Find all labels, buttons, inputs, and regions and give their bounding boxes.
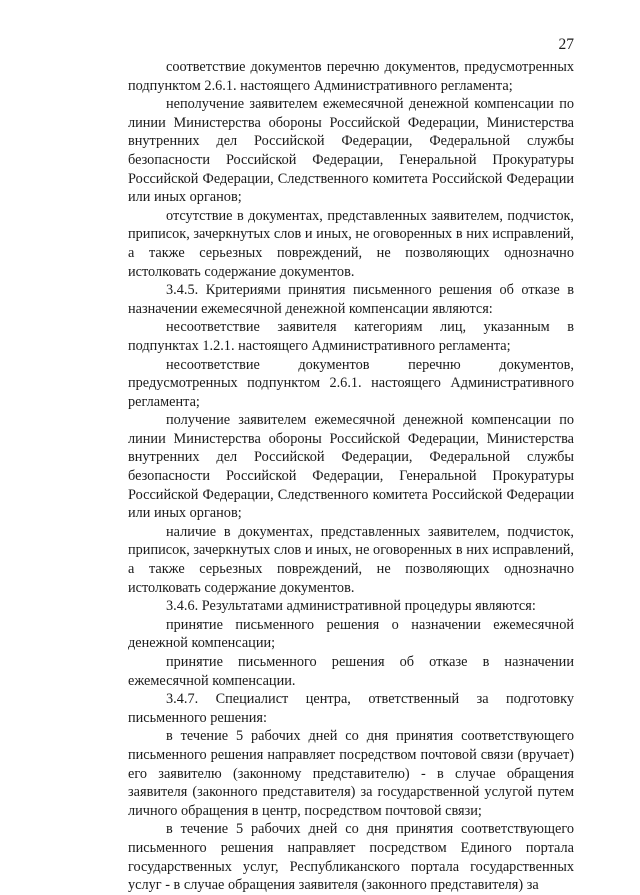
paragraph-10: принятие письменного решения о назначении ежемесячной денежной компенсации;	[128, 616, 574, 652]
document-body	[128, 58, 574, 895]
paragraph-9: 3.4.6. Результатами административной процедуры являются:	[166, 598, 536, 615]
paragraph-13: в течение 5 рабочих дней со дня принятия соответствующего письменного решения направляет посредством почтовой связи (вручает) его заявителю (законному представителю) - в случае обращения заявителя (законного представителя) за государственной услугой путем личного обращения в центр, посредством почтовой связи;	[128, 728, 574, 819]
paragraph-5: несоответствие заявителя категориям лиц, указанным в подпунктах 1.2.1. настоящего Административного регламента;	[128, 319, 574, 354]
paragraph-1: соответствие документов перечню документов, предусмотренных подпунктом 2.6.1. настоящего Административного регламента;	[128, 59, 574, 94]
paragraph-6: несоответствие документов перечню документов, предусмотренных подпунктом 2.6.1. настоящего Административного регламента;	[128, 356, 574, 410]
paragraph-2: неполучение заявителем ежемесячной денежной компенсации по линии Министерства обороны Российской Федерации, Министерства внутренних дел Российской Федерации, Федеральной службы безопасности Российской Федерации, Генеральной Прокуратуры Российской Федерации, Следственного комитета Российской Федерации или иных органов;	[128, 96, 574, 206]
paragraph-3: отсутствие в документах, представленных заявителем, подчисток, приписок, зачеркнутых слов и иных, не оговоренных в них исправлений, а также серьезных повреждений, не позволяющих однозначно истолковать содержание документов.	[128, 207, 574, 280]
paragraph-14: в течение 5 рабочих дней со дня принятия соответствующего письменного решения направляет посредством Единого портала государственных услуг, Республиканского портала государственных услуг - в случае обращения заявителя (законного представителя) за	[128, 821, 574, 894]
paragraph-8: наличие в документах, представленных заявителем, подчисток, приписок, зачеркнутых слов и иных, не оговоренных в них исправлений, а также серьезных повреждений, не позволяющих однозначно истолковать содержание документов.	[128, 523, 574, 596]
paragraph-4: 3.4.5. Критериями принятия письменного решения об отказе в назначении ежемесячной денежной компенсации являются:	[128, 282, 574, 317]
page-number: 27	[558, 36, 574, 53]
paragraph-11: принятие письменного решения об отказе в назначении ежемесячной компенсации.	[128, 654, 574, 689]
paragraph-7: получение заявителем ежемесячной денежной компенсации по линии Министерства обороны Российской Федерации, Министерства внутренних дел Российской Федерации, Федеральной службы безопасности Российской Федерации, Генеральной Прокуратуры Российской Федерации, Следственного комитета Российской Федерации или иных органов;	[128, 412, 574, 522]
paragraph-12: 3.4.7. Специалист центра, ответственный за подготовку письменного решения:	[128, 691, 574, 726]
